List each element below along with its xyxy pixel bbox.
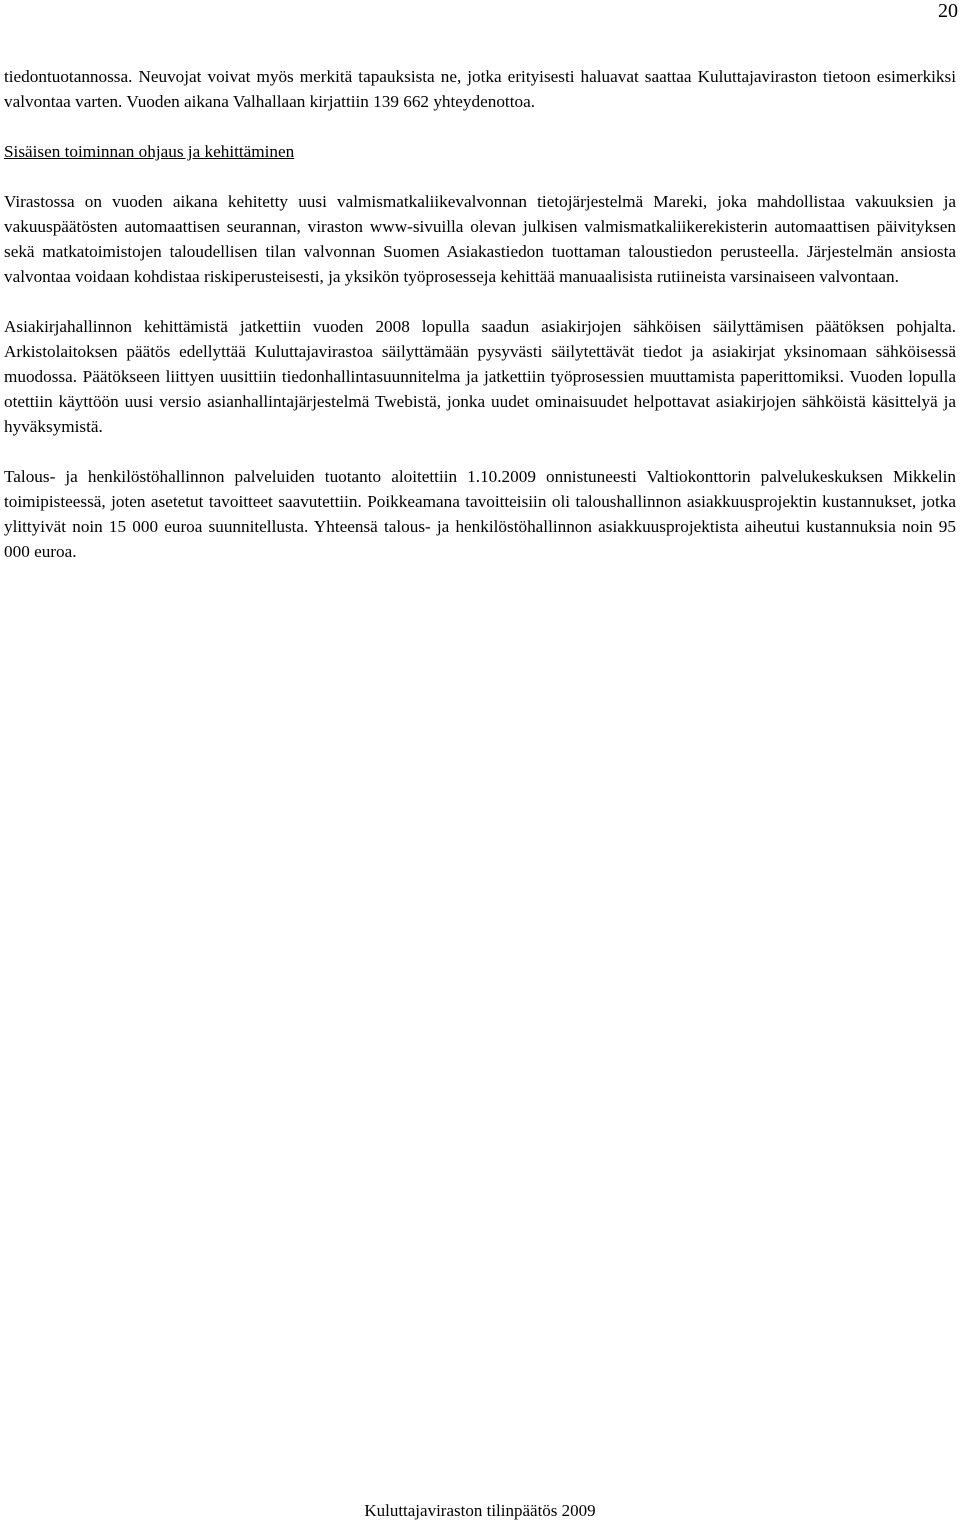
document-body bbox=[4, 64, 956, 564]
intro-paragraph: tiedontuotannossa. Neuvojat voivat myös merkitä tapauksista ne, jotka erityisesti haluavat saattaa Kuluttajaviraston tietoon esimerkiksi valvontaa varten. Vuoden aikana Valhallaan kirjattiin 139 662 yhteydenottoa. bbox=[4, 67, 956, 111]
page-footer bbox=[0, 1500, 960, 1522]
paragraph-asiakirjahallinto: Asiakirjahallinnon kehittämistä jatkettiin vuoden 2008 lopulla saadun asiakirjojen sähköisen säilyttämisen päätöksen pohjalta. Arkistolaitoksen päätös edellyttää Kuluttajavirastoa säilyttämään pysyvästi säilytettävät tiedot ja asiakirjat yksinomaan sähköisessä muodossa. Päätökseen liittyen uusittiin tiedonhallintasuunnitelma ja jatkettiin työprosessien muuttamista paperittomiksi. Vuoden lopulla otettiin käyttöön uusi versio asianhallintajärjestelmä Twebistä, jonka uudet ominaisuudet helpottavat asiakirjojen sähköistä käsittelyä ja hyväksymistä. bbox=[4, 317, 956, 436]
paragraph-talous-henkilosto: Talous- ja henkilöstöhallinnon palveluiden tuotanto aloitettiin 1.10.2009 onnistuneesti Valtiokonttorin palvelukeskuksen Mikkelin toimipisteessä, joten asetetut tavoitteet saavutettiin. Poikkeamana tavoitteisiin oli taloushallinnon asiakkuusprojektin kustannukset, jotka ylittyivät noin 15 000 euroa suunnitellusta. Yhteensä talous- ja henkilöstöhallinnon asiakkuusprojektista aiheutui kustannuksia noin 95 000 euroa. bbox=[4, 467, 956, 561]
page-number: 20 bbox=[938, 0, 958, 22]
paragraph-mareki: Virastossa on vuoden aikana kehitetty uusi valmismatkaliikevalvonnan tietojärjestelmä Mareki, joka mahdollistaa vakuuksien ja vakuuspäätösten automaattisen seurannan, viraston www-sivuilla olevan julkisen valmismatkaliikerekisterin automaattisen päivityksen sekä matkatoimistojen taloudellisen tilan valvonnan Suomen Asiakastiedon tuottaman taloustiedon perusteella. Järjestelmän ansiosta valvontaa voidaan kohdistaa riskiperusteisesti, ja yksikön työprosesseja kehittää manuaalisista rutiineista varsinaiseen valvontaan. bbox=[4, 192, 956, 286]
footer-text: Kuluttajaviraston tilinpäätös 2009 bbox=[364, 1501, 596, 1520]
section-heading: Sisäisen toiminnan ohjaus ja kehittäminen bbox=[4, 142, 295, 161]
